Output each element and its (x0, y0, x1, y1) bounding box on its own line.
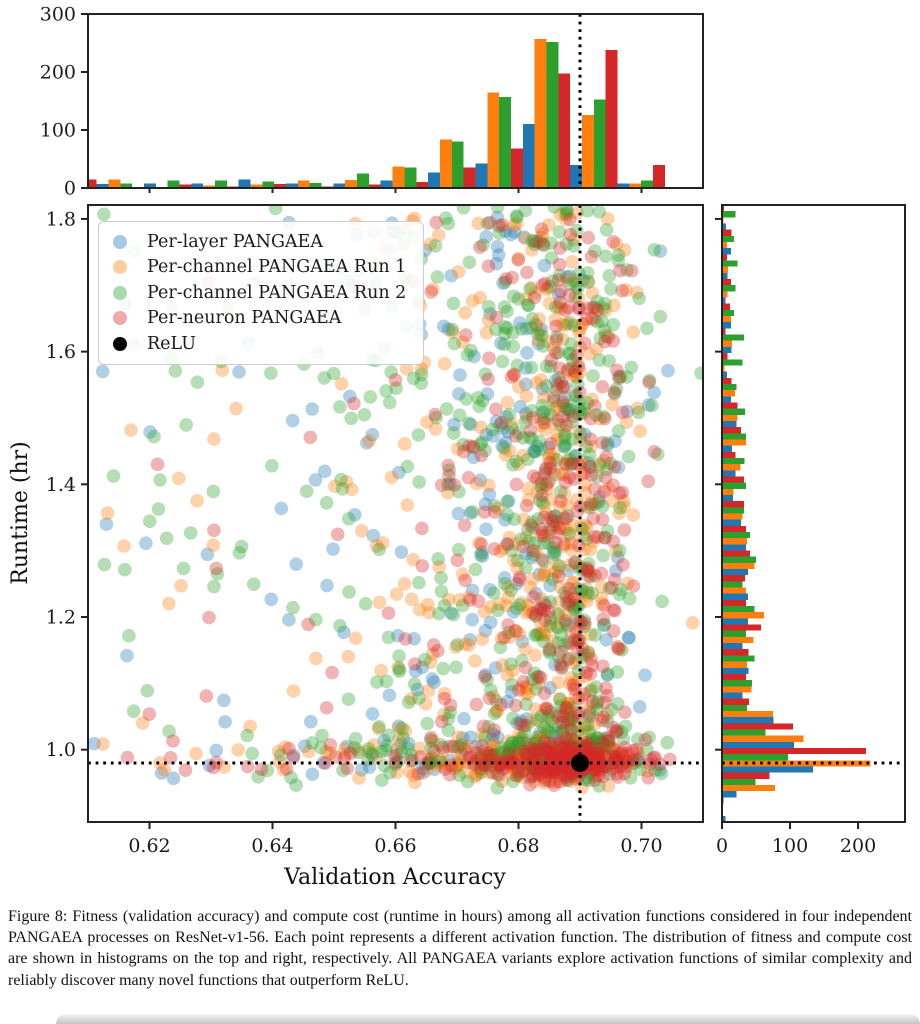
y-axis-label: Runtime (hr) (8, 441, 33, 585)
legend (98, 221, 424, 365)
svg-text:1.2: 1.2 (45, 606, 76, 629)
svg-text:0.64: 0.64 (251, 835, 294, 857)
svg-text:300: 300 (39, 3, 76, 26)
relu-marker-icon (113, 337, 127, 351)
svg-text:0.70: 0.70 (620, 835, 663, 857)
legend-item (99, 229, 423, 255)
top-histogram-bars (85, 39, 665, 188)
legend-item-label: Per-layer PANGAEA (147, 231, 323, 252)
per-channel-run1-marker-icon (113, 260, 127, 274)
legend-item-label: Per-channel PANGAEA Run 1 (147, 257, 407, 278)
svg-text:1.0: 1.0 (45, 739, 76, 762)
svg-text:0.68: 0.68 (497, 835, 540, 857)
svg-text:0.62: 0.62 (128, 835, 171, 857)
svg-text:100: 100 (771, 835, 809, 857)
figure-caption: Figure 8: Fitness (validation accuracy) and compute cost (runtime in hours) among all activation functions considered in four independent PANGAEA processes on ResNet-v1-56. Each point represents a different activation function. The distribution of fitness and compute cost are shown in histograms on the top and right, respectively. All PANGAEA variants explore activation functions of similar complexity and reliably discover many novel functions that outperform ReLU. (8, 908, 912, 989)
per-channel-run2-marker-icon (113, 286, 127, 300)
svg-text:1.6: 1.6 (45, 341, 76, 364)
svg-text:0.66: 0.66 (374, 835, 417, 857)
svg-text:100: 100 (39, 119, 76, 142)
svg-text:200: 200 (839, 835, 877, 857)
legend-item-label: Per-channel PANGAEA Run 2 (147, 282, 407, 303)
svg-text:0: 0 (715, 835, 729, 857)
per-layer-marker-icon (113, 235, 127, 249)
per-neuron-marker-icon (113, 311, 127, 325)
svg-text:200: 200 (39, 61, 76, 84)
legend-item-label: Per-neuron PANGAEA (147, 308, 342, 329)
legend-item (99, 255, 423, 281)
legend-item (99, 331, 423, 357)
svg-text:1.4: 1.4 (45, 473, 76, 496)
bottom-panel-edge (56, 1014, 920, 1024)
legend-item (99, 306, 423, 332)
legend-item-label: ReLU (147, 333, 196, 354)
x-axis-label: Validation Accuracy (284, 865, 506, 890)
svg-text:1.8: 1.8 (45, 208, 76, 231)
legend-item (99, 280, 423, 306)
svg-text:0: 0 (63, 177, 76, 200)
right-histogram-bars (722, 205, 870, 822)
